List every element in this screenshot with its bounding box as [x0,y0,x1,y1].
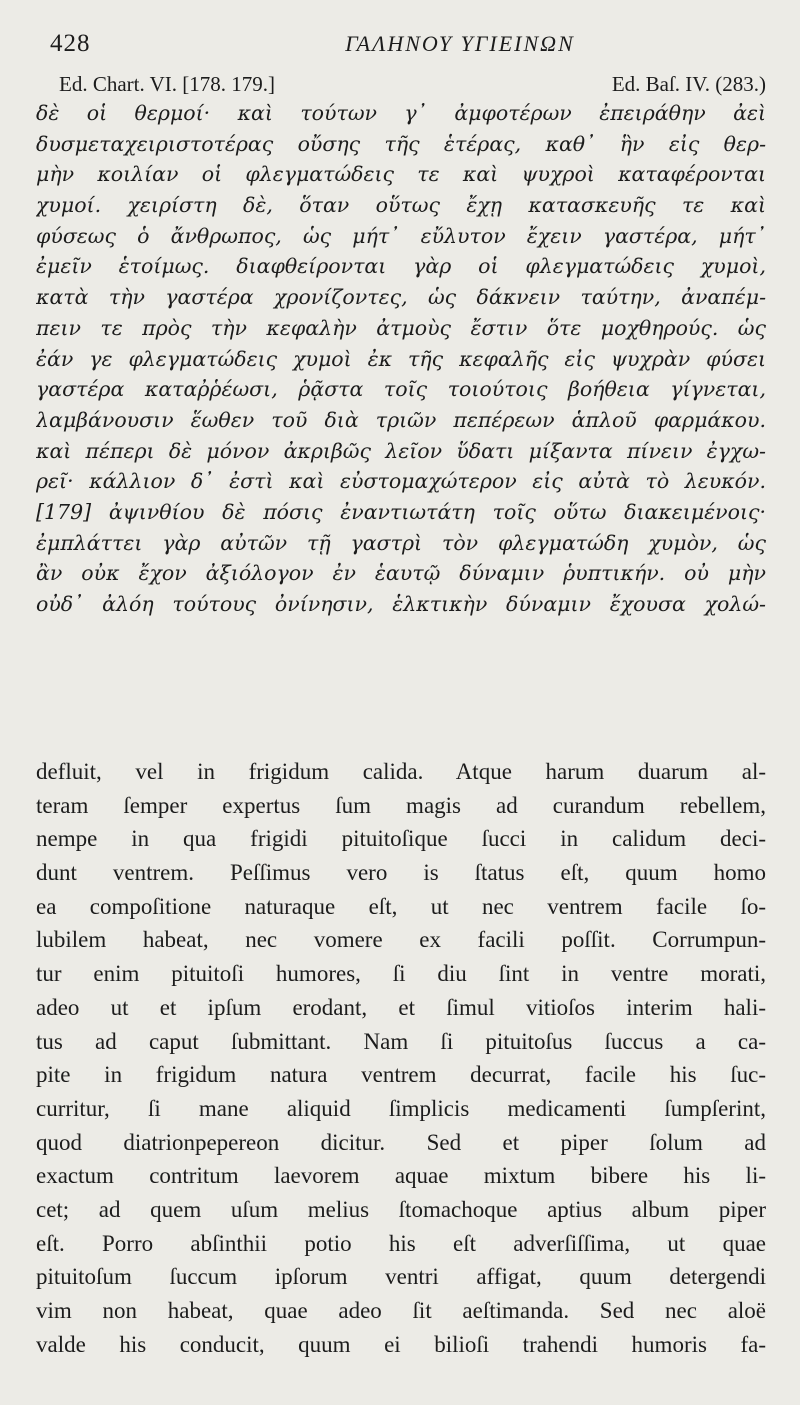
edition-reference-left: Ed. Chart. VI. [178. 179.] [59,72,275,96]
latin-line: nempe in qua frigidi pituitoſique ſucci in calidum deci- [36,826,766,852]
latin-line: dunt ventrem. Peſſimus vero is ſtatus eſt, quum homo [36,860,766,886]
latin-line: cet; ad quem uſum melius ſtomachoque aptius album piper [36,1196,766,1222]
greek-line: οὐδ᾽ ἀλόη τούτους ὀνίνησιν, ἑλκτικὴν δύναμιν ἔχουσα χολώ- [36,592,766,616]
greek-line: δυσμεταχειριστοτέρας οὔσης τῆς ἑτέρας, καθ᾽ ἣν εἰς θερ- [36,131,766,156]
latin-line: tus ad caput ſubmittant. Nam ſi pituitoſus ſuccus a ca- [36,1028,766,1054]
greek-line: φύσεως ὁ ἄνθρωπος, ὡς μήτ᾽ εὔλυτον ἔχειν γαστέρα, μήτ᾽ [36,223,766,248]
greek-text-block [36,98,766,620]
edition-reference-right: Ed. Baſ. IV. (283.) [611,72,766,96]
latin-line: valde his conducit, quum ei bilioſi trahendi humoris fa- [36,1331,766,1357]
latin-line: vim non habeat, quae adeo ſit aeſtimanda. Sed nec aloë [36,1298,766,1323]
latin-line: exactum contritum laevorem aquae mixtum bibere his li- [36,1163,766,1189]
latin-line: curritur, ſi mane aliquid ſimplicis medicamenti ſumpſerint, [36,1095,766,1121]
greek-line: κατὰ τὴν γαστέρα χρονίζοντες, ὡς δάκνειν ταύτην, ἀναπέμ- [36,285,766,310]
greek-line: ἐμπλάττει γὰρ αὐτῶν τῇ γαστρὶ τὸν φλεγματώδη χυμὸν, ὡς [36,530,766,555]
latin-text-block [36,755,766,1361]
greek-line: μὴν κοιλίαν οἱ φλεγματώδεις τε καὶ ψυχροὶ καταφέρονται [36,162,766,187]
greek-line: χυμοί. χειρίστη δὲ, ὅταν οὕτως ἔχῃ κατασκευῆς τε καὶ [36,193,766,218]
latin-line: quod diatrionpepereon dicitur. Sed et piper ſolum ad [36,1129,766,1155]
greek-line: καὶ πέπερι δὲ μόνον ἀκριβῶς λεῖον ὕδατι μίξαντα πίνειν ἐγχω- [36,438,766,463]
latin-line: pite in frigidum natura ventrem decurrat, facile his ſuc- [36,1062,766,1088]
latin-line: teram ſemper expertus ſum magis ad curandum rebellem, [36,792,766,818]
latin-line: tur enim pituitoſi humores, ſi diu ſint in ventre morati, [36,961,766,987]
greek-line: γαστέρα καταῤῥέωσι, ῥᾷστα τοῖς τοιούτοις βοήθεια γίγνεται, [36,377,766,402]
running-title: ΓΑΛΗΝΟΥ ΥΓΙΕΙΝΩΝ [345,31,575,56]
greek-line: ἐμεῖν ἑτοίμως. διαφθείρονται γὰρ οἱ φλεγματώδεις χυμοὶ, [36,254,766,279]
latin-line: eſt. Porro abſinthii potio his eſt adverſiſſima, ut quae [36,1230,766,1256]
page-number: 428 [50,30,91,57]
greek-line: [179] ἀψινθίου δὲ πόσις ἐναντιωτάτη τοῖς οὕτω διακειμένοις· [36,499,766,524]
greek-line: ἐάν γε φλεγματώδεις χυμοὶ ἐκ τῆς κεφαλῆς εἰς ψυχρὰν φύσει [36,346,766,371]
latin-line: defluit, vel in frigidum calida. Atque harum duarum al- [36,759,766,784]
greek-line: ἂν οὐκ ἔχον ἀξιόλογον ἐν ἑαυτῷ δύναμιν ῥυπτικήν. οὐ μὴν [36,561,766,586]
latin-line: ea compoſitione naturaque eſt, ut nec ventrem facile ſo- [36,893,766,919]
latin-line: pituitoſum ſuccum ipſorum ventri affigat, quum detergendi [36,1264,766,1290]
greek-line: δὲ οἱ θερμοί· καὶ τούτων γ᾽ ἀμφοτέρων ἐπειράθην ἀεὶ [36,101,766,125]
greek-line: πειν τε πρὸς τὴν κεφαλὴν ἀτμοὺς ἔστιν ὅτε μοχθηρούς. ὡς [36,315,766,340]
latin-line: lubilem habeat, nec vomere ex facili poſſit. Corrumpun- [36,927,766,953]
greek-line: ρεῖ· κάλλιον δ᾽ ἐστὶ καὶ εὐστομαχώτερον εἰς αὐτὰ τὸ λευκόν. [36,469,766,494]
latin-line: adeo ut et ipſum erodant, et ſimul vitioſos interim hali- [36,994,766,1020]
greek-line: λαμβάνουσιν ἕωθεν τοῦ διὰ τριῶν πεπέρεων ἁπλοῦ φαρμάκου. [36,407,766,432]
